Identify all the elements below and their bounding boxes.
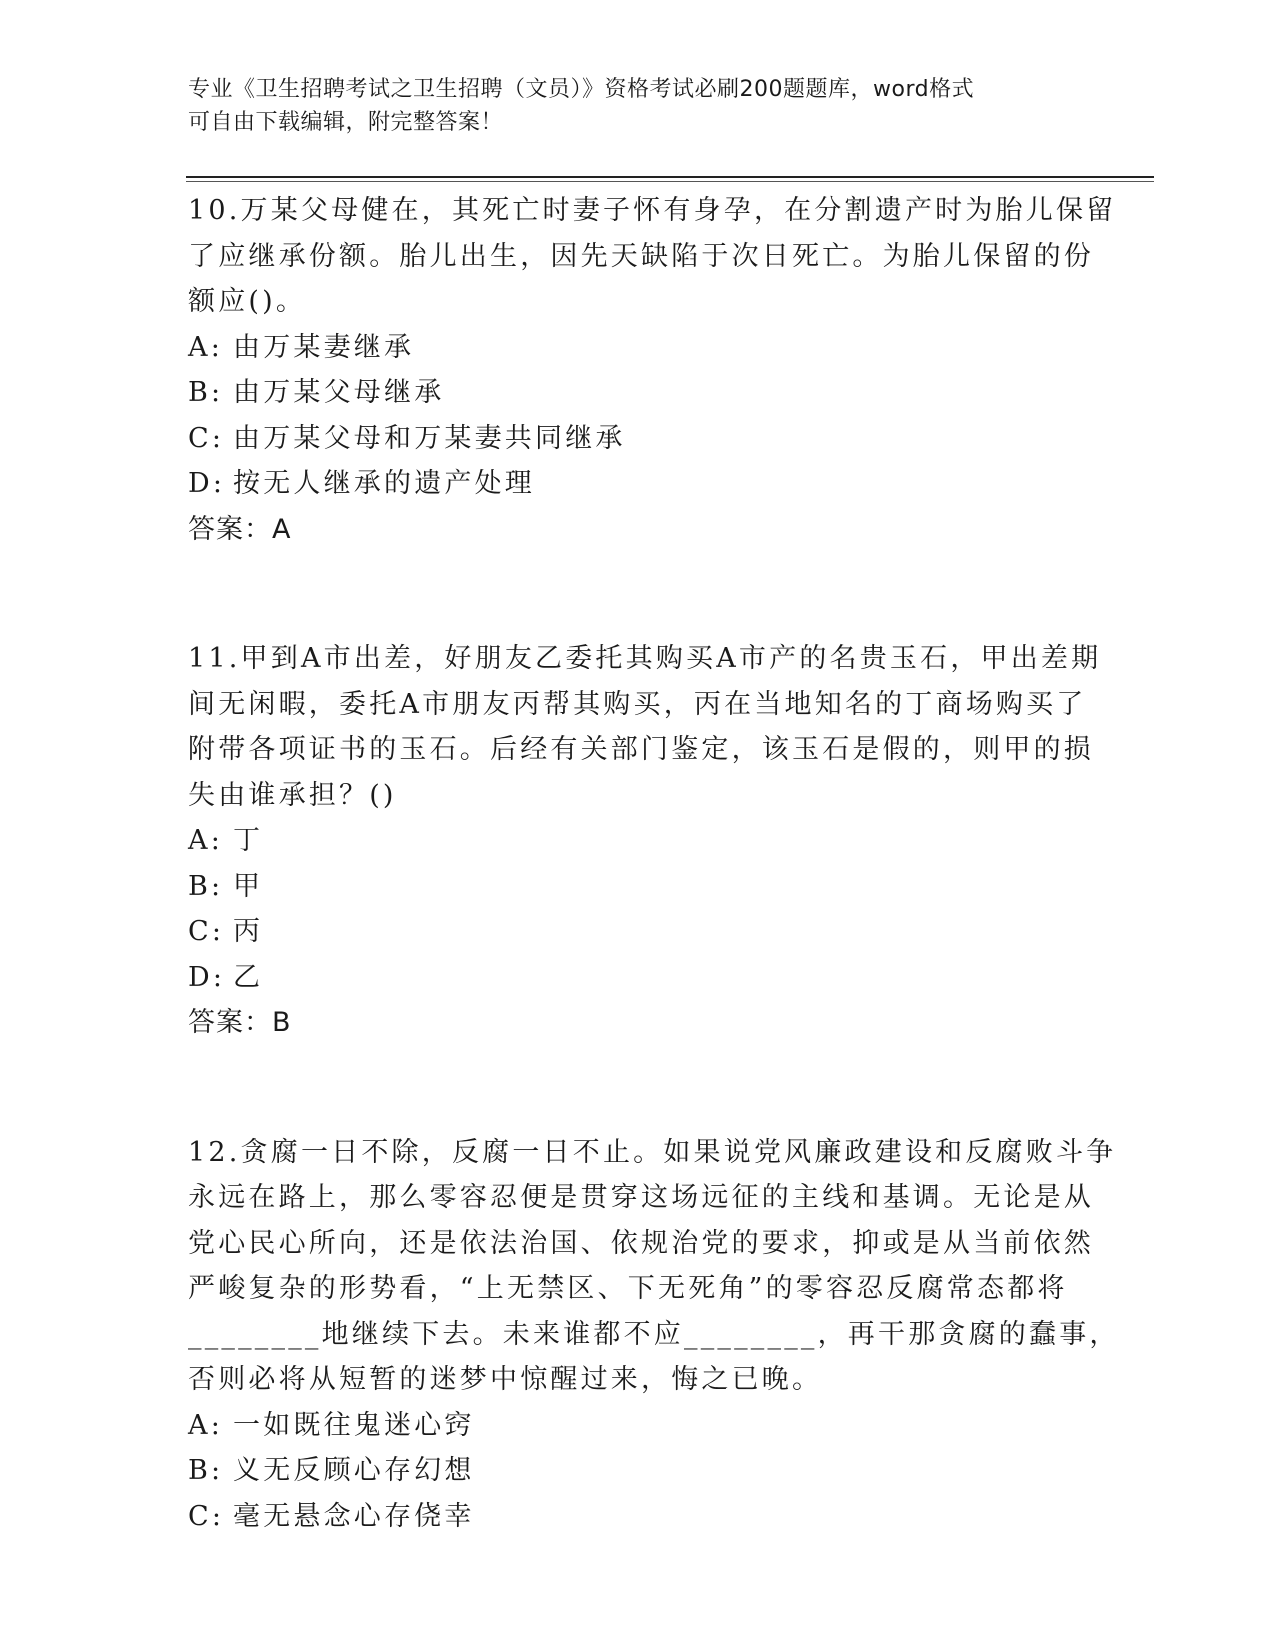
option-key: A:: [188, 825, 223, 856]
stem-line: 间无闲暇，委托A市朋友丙帮其购买，丙在当地知名的丁商场购买了: [188, 688, 1087, 720]
option-a: [188, 325, 1088, 371]
option-text: 毫无悬念心存侥幸: [233, 1500, 475, 1532]
option-text: 由万某妻继承: [233, 331, 415, 363]
option-text: 由万某父母和万某妻共同继承: [233, 422, 626, 454]
header-divider-thin: [186, 181, 1154, 182]
question-spacer: [188, 552, 1088, 636]
stem-line: 党心民心所向，还是依法治国、依规治党的要求，抑或是从当前依然: [188, 1227, 1094, 1259]
option-key: B:: [188, 1455, 224, 1486]
option-text: 乙: [233, 961, 264, 993]
option-key: A:: [188, 1409, 223, 1441]
option-text: 丁: [233, 825, 264, 856]
header-line: 专业《卫生招聘考试之卫生招聘（文员）》资格考试必刷200题题库，word格式: [188, 77, 975, 102]
stem-line: ________地继续下去。未来谁都不应________，再干那贪腐的蠢事，: [188, 1318, 1120, 1350]
header-line: 可自由下载编辑，附完整答案！: [188, 110, 504, 135]
answer-label: 答案：B: [188, 1007, 292, 1038]
option-text: 一如既往鬼迷心窍: [233, 1409, 475, 1441]
stem-line: 10.万某父母健在，其死亡时妻子怀有身孕，在分割遗产时为胎儿保留: [188, 195, 1117, 226]
question-10: [188, 188, 1117, 552]
question-stem: [188, 636, 1102, 818]
stem-line: 严峻复杂的形势看，“上无禁区、下无死角”的零容忍反腐常态都将: [188, 1273, 1068, 1304]
option-key: C:: [188, 1500, 225, 1532]
stem-line: 附带各项证书的玉石。后经有关部门鉴定，该玉石是假的，则甲的损: [188, 734, 1094, 765]
question-stem: [188, 188, 1117, 325]
header-divider-thick: [186, 176, 1154, 178]
document-header: [188, 73, 1088, 139]
option-text: 义无反顾心存幻想: [233, 1455, 475, 1486]
question-11: [188, 636, 1102, 1046]
option-b: [188, 1448, 1088, 1494]
option-text: 由万某父母继承: [233, 377, 445, 408]
option-key: B:: [188, 377, 224, 408]
stem-line: 否则必将从短暂的迷梦中惊醒过来，悔之已晚。: [188, 1364, 823, 1395]
option-key: C:: [188, 916, 225, 947]
stem-line: 额应()。: [188, 286, 307, 317]
stem-line: 12.贪腐一日不除，反腐一日不止。如果说党风廉政建设和反腐败斗争: [188, 1136, 1117, 1168]
option-key: B:: [188, 870, 224, 902]
question-list: [188, 188, 1120, 1539]
stem-line: 11.甲到A市出差，好朋友乙委托其购买A市产的名贵玉石，甲出差期: [188, 643, 1102, 674]
stem-line: 失由谁承担？(): [188, 779, 397, 811]
question-12: [188, 1130, 1120, 1540]
stem-line: 永远在路上，那么零容忍便是贯穿这场远征的主线和基调。无论是从: [188, 1182, 1094, 1213]
option-d: [188, 461, 1088, 507]
option-a: [188, 1403, 1088, 1449]
answer-label: 答案：A: [188, 513, 292, 545]
question-stem: [188, 1130, 1120, 1403]
stem-line: 了应继承份额。胎儿出生，因先天缺陷于次日死亡。为胎儿保留的份: [188, 240, 1094, 272]
option-c: [188, 416, 1088, 462]
option-key: D:: [188, 468, 226, 499]
option-a: [188, 818, 1088, 864]
option-text: 按无人继承的遗产处理: [233, 468, 535, 499]
question-spacer: [188, 1046, 1088, 1130]
option-b: [188, 864, 1088, 910]
option-text: 甲: [233, 870, 264, 902]
option-key: C:: [188, 422, 225, 454]
option-d: [188, 955, 1088, 1001]
option-b: [188, 370, 1088, 416]
option-c: [188, 1494, 1088, 1540]
option-key: D:: [188, 961, 226, 993]
option-c: [188, 909, 1088, 955]
option-key: A:: [188, 331, 223, 363]
option-text: 丙: [233, 916, 264, 947]
